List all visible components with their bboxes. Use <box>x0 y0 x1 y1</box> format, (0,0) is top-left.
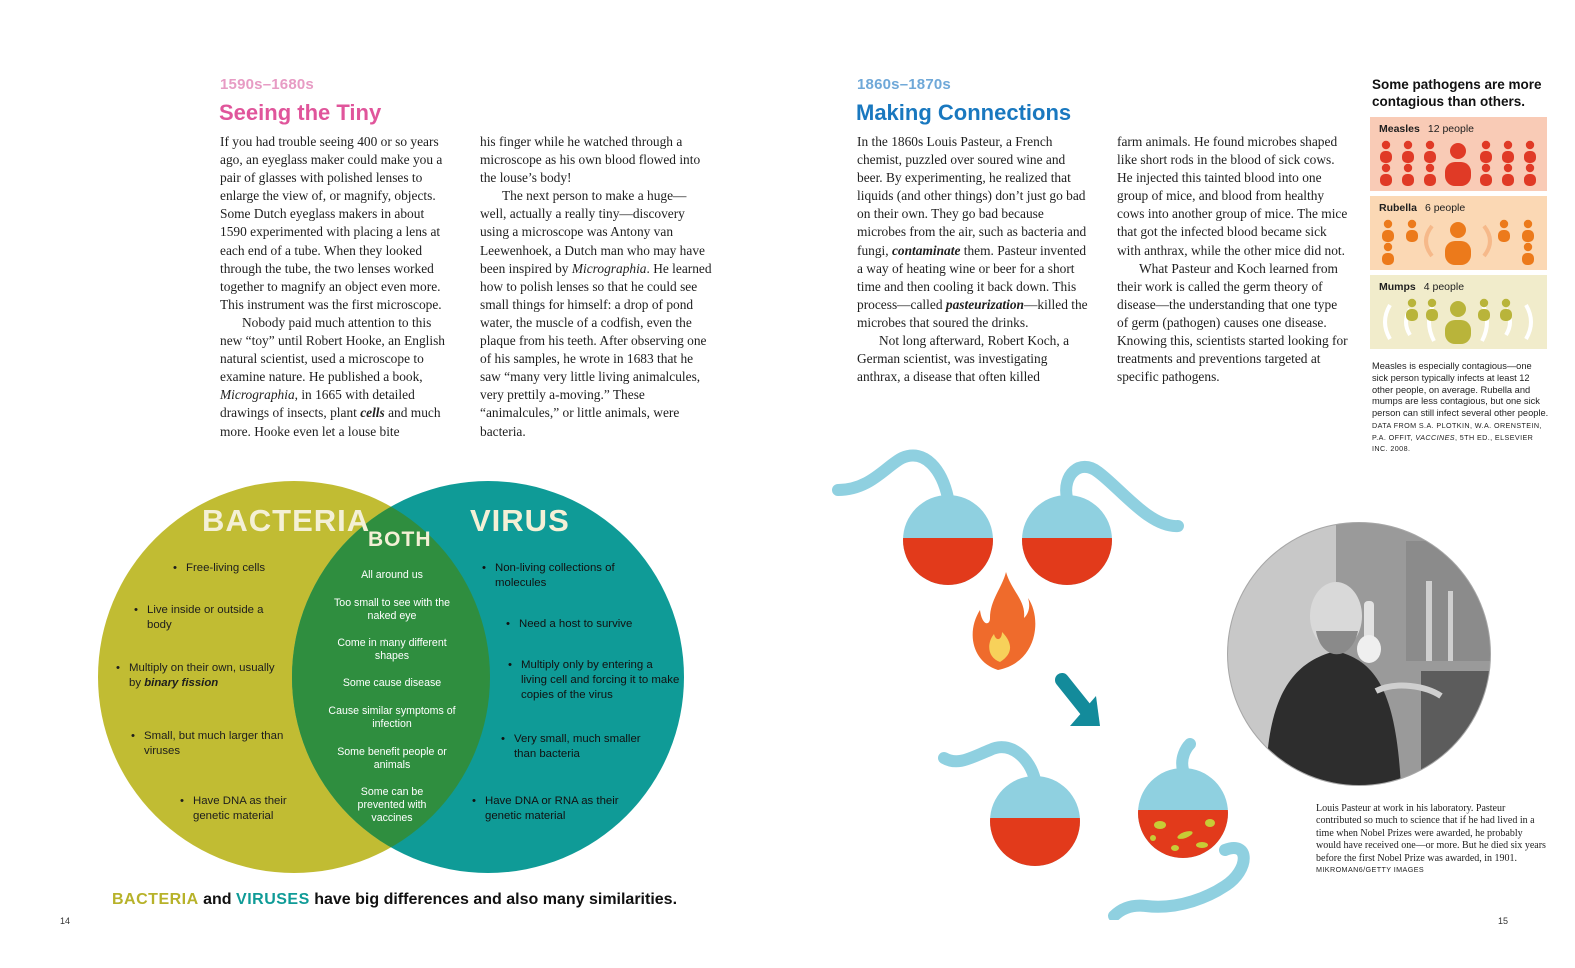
paragraph: The next person to make a huge—well, actually a really tiny—discovery using a microscope was Antony van Leewenhoek, a Dutch man who may have been inspired by Micrographia. He learned how to polish lenses so that he could see small things for himself: a drop of pond water, the muscle of a codfish, even the plaque from his teeth. After observing one of his samples, he wrote in 1683 that he saw “many very little living animalcules, very prettily a-moving.” These “animalcules,” or little animals, were bacteria. <box>480 188 712 439</box>
bacteria-item: • Free-living cells <box>186 561 316 576</box>
person-icon <box>1426 299 1438 321</box>
virus-item: • Non-living collections of molecules <box>495 561 635 591</box>
both-item: Some cause disease <box>342 677 442 689</box>
measles-people-icons <box>1370 117 1547 191</box>
left-era: 1590s–1680s <box>220 76 314 93</box>
rubella-people-icons <box>1370 196 1547 270</box>
flask-icon <box>1020 467 1178 598</box>
person-icon <box>1380 141 1392 163</box>
page-number-right: 15 <box>1498 916 1509 926</box>
infected-person-icon <box>1445 301 1471 344</box>
person-icon <box>1522 220 1534 242</box>
paragraph: What Pasteur and Koch learned from their work is called the germ theory of disease—the understanding that one type of germ (pathogen) causes one disease. Knowing this, scientists started looking for treatments and preventions targeted at specific pathogens. <box>1117 260 1348 385</box>
left-column-2 <box>480 133 712 441</box>
both-item: Cause similar symptoms of infection <box>328 705 456 730</box>
person-icon <box>1382 243 1394 265</box>
paragraph: his finger while he watched through a microscope as his own blood flowed into the louse’s body! <box>480 134 701 186</box>
person-icon <box>1480 164 1492 186</box>
flask-icon <box>944 747 1088 878</box>
left-column-1 <box>220 133 452 441</box>
venn-caption: BACTERIA and VIRUSES have big differences and also many similarities. <box>112 891 678 908</box>
sidebar-heading: Some pathogens are more contagious than others. <box>1372 77 1542 109</box>
row-label: Mumps 4 people <box>1379 281 1465 293</box>
virus-item: • Very small, much smaller than bacteria <box>514 732 664 762</box>
bacteria-item: • Small, but much larger than viruses <box>144 729 284 759</box>
row-label: Rubella 6 people <box>1379 202 1466 214</box>
virus-item: • Multiply only by entering a living cell and forcing it to make copies of the virus <box>521 658 681 703</box>
arrow-down-icon <box>1062 680 1100 726</box>
person-icon <box>1406 220 1418 242</box>
venn-both-title: BOTH <box>368 528 432 551</box>
both-item: Come in many different shapes <box>337 637 447 662</box>
left-title: Seeing the Tiny <box>219 100 382 125</box>
pasteur-flask-illustration <box>830 440 1260 920</box>
person-icon <box>1382 220 1394 242</box>
venn-virus-title: VIRUS <box>470 503 570 538</box>
person-icon <box>1402 164 1414 186</box>
infected-person-icon <box>1445 143 1471 186</box>
both-item: Some can be prevented with vaccines <box>357 786 427 824</box>
person-icon <box>1522 243 1534 265</box>
person-icon <box>1424 141 1436 163</box>
person-icon <box>1424 164 1436 186</box>
both-item: Some benefit people or animals <box>337 746 447 771</box>
paragraph: Nobody paid much attention to this new “toy” until Robert Hooke, an English natural scientist, used a microscope to examine nature. He published a book, Micrographia, in 1665 with detailed drawings of insects, plant cells and much more. Hooke even let a louse bite <box>220 314 445 439</box>
paragraph: If you had trouble seeing 400 or so years ago, an eyeglass maker could make you a pair of glasses with polished lenses to enlarge the view of, or magnify, objects. Some Dutch eyeglass makers in about 1590 experimented with placing a lens at each end of a tube. When they looked through the tube, the two lenses worked together to magnify an object even more. This instrument was the first microscope. <box>220 134 443 312</box>
virus-item: • Have DNA or RNA as their genetic material <box>485 794 625 824</box>
right-column-2 <box>1117 133 1349 386</box>
paragraph: farm animals. He found microbes shaped like short rods in the blood of sick cows. He injected this tainted blood into one group of mice, and blood from healthy cows into another group of mice. The mice that got the infected blood became sick with anthrax, while the other mice did not. <box>1117 134 1348 258</box>
flask-icon <box>838 456 1000 598</box>
both-item: All around us <box>361 569 423 581</box>
paragraph: In the 1860s Louis Pasteur, a French chemist, puzzled over soured wine and beer. By experimenting, he realized that liquids (and other things) don’t just go bad on their own. They go bad because microbes from the air, such as bacteria and fungi, contaminate them. Pasteur invented a way of heating wine or beer for a short time and then cooling it back down. This process—called pasteurization—killed the microbes that soured the drinks. <box>857 134 1088 330</box>
sidebar-source: DATA FROM S.A. PLOTKIN, W.A. ORENSTEIN, P.A. OFFIT, VACCINES, 5TH ED., ELSEVIER INC. 2008. <box>1372 421 1542 453</box>
page-number-left: 14 <box>60 916 71 926</box>
bacteria-item: • Have DNA as their genetic material <box>193 794 308 824</box>
paragraph: Not long afterward, Robert Koch, a German scientist, was investigating anthrax, a disease that often killed <box>857 333 1070 385</box>
right-column-1 <box>857 133 1089 386</box>
infected-person-icon <box>1445 222 1471 265</box>
bacteria-item: • Live inside or outside a body <box>147 603 287 633</box>
person-icon <box>1402 141 1414 163</box>
bacteria-item: • Multiply on their own, usually by binary fission <box>129 661 289 691</box>
mumps-people-icons <box>1370 275 1547 349</box>
person-icon <box>1380 164 1392 186</box>
both-item: Too small to see with the naked eye <box>334 597 450 622</box>
pasteur-portrait <box>1226 521 1492 787</box>
flame-icon <box>973 572 1036 670</box>
person-icon <box>1502 164 1514 186</box>
virus-item: • Need a host to survive <box>519 617 659 632</box>
mumps-row <box>1370 275 1547 349</box>
person-icon <box>1498 220 1510 242</box>
person-icon <box>1524 141 1536 163</box>
person-icon <box>1500 299 1512 321</box>
row-label: Measles 12 people <box>1379 123 1475 135</box>
sidebar-note: Measles is especially contagious—one sick person typically infects at least 12 other people, on average. Rubella and mumps are less contagious, but one sick person can still infect several other people. <box>1372 361 1549 419</box>
venn-bacteria-title: BACTERIA <box>202 503 371 538</box>
rubella-row <box>1370 196 1547 270</box>
person-icon <box>1502 141 1514 163</box>
person-icon <box>1478 299 1490 321</box>
person-icon <box>1524 164 1536 186</box>
right-era: 1860s–1870s <box>857 76 951 93</box>
photo-credit: MIKROMAN6/GETTY IMAGES <box>1316 865 1425 874</box>
person-icon <box>1480 141 1492 163</box>
measles-row <box>1370 117 1547 191</box>
photo-caption: Louis Pasteur at work in his laboratory. Pasteur contributed so much to science that if he had lived in a time when Nobel Prizes were awarded, he probably would have received one—or more. But he died six years before the first Nobel Prize was awarded, in 1901. <box>1316 803 1546 864</box>
contaminated-flask-icon <box>1114 744 1244 916</box>
right-title: Making Connections <box>856 100 1072 125</box>
